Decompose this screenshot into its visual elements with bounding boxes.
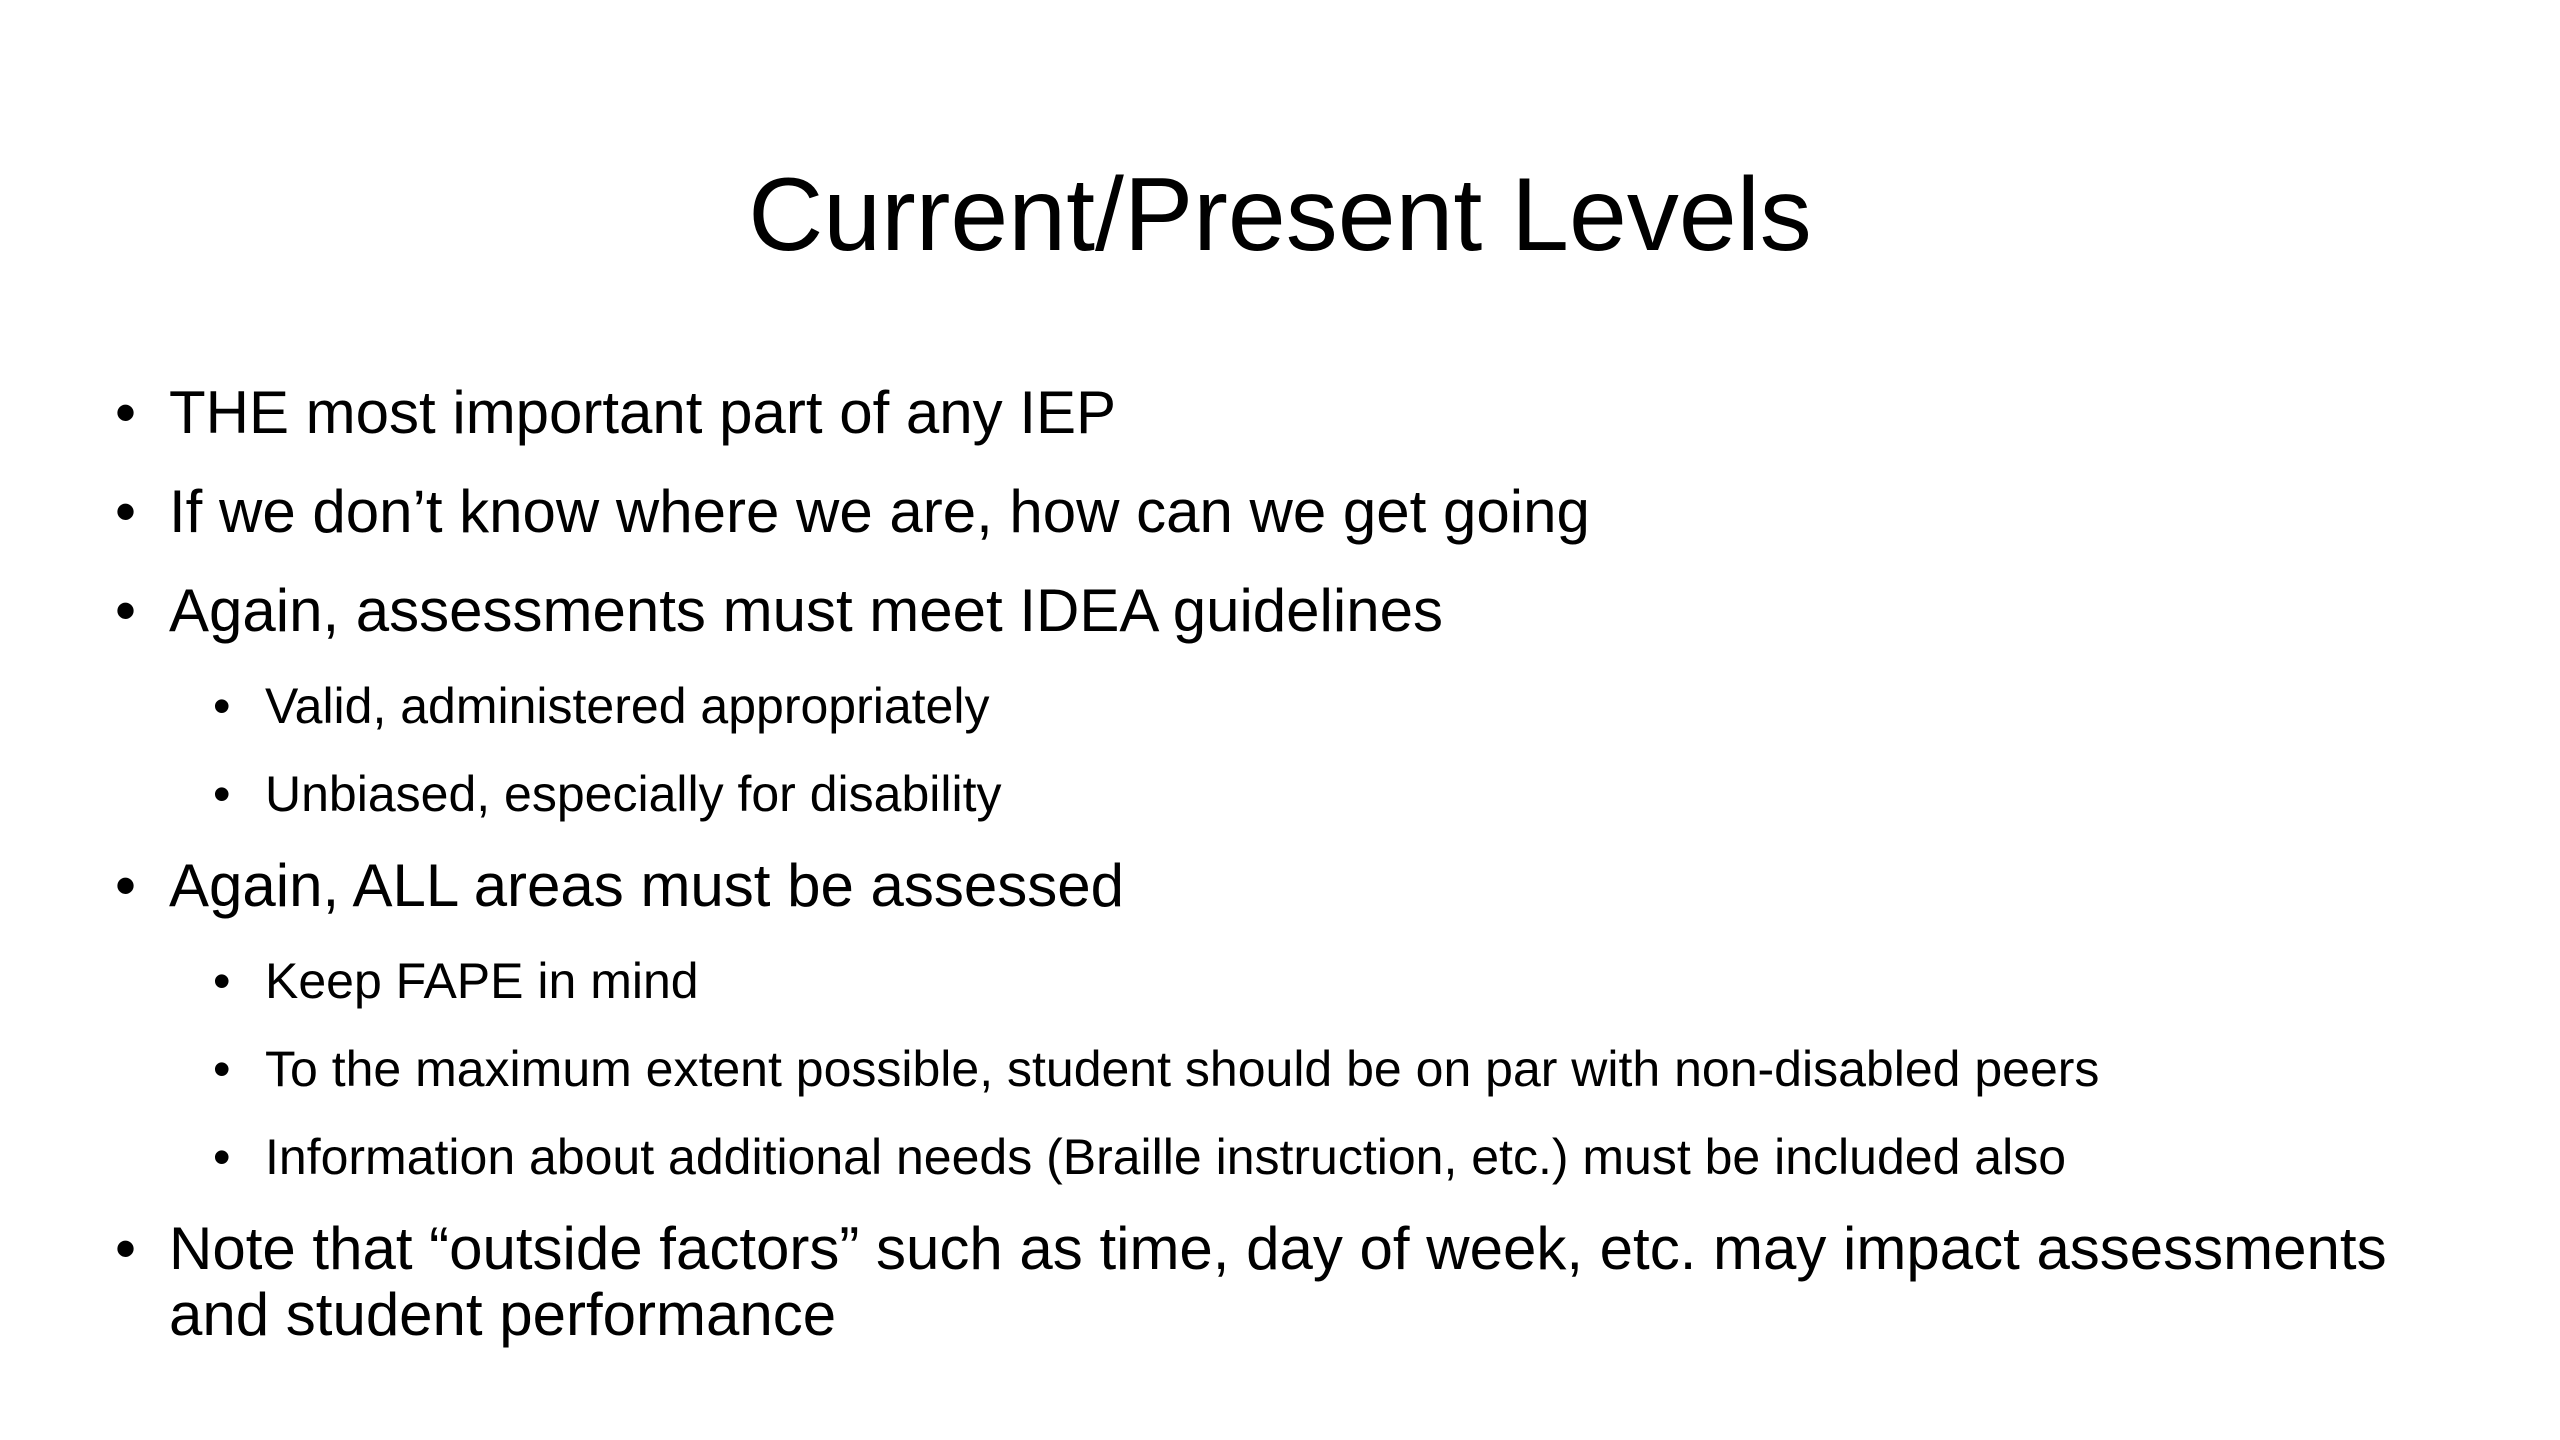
list-item: [115, 380, 2495, 446]
bullet-icon: •: [115, 379, 137, 446]
sub-list-item: [213, 677, 2495, 735]
bullet-icon: •: [115, 1215, 137, 1282]
sub-list-item-text: Valid, administered appropriately: [265, 678, 990, 734]
sub-list-item: [213, 1040, 2495, 1098]
slide-title: Current/Present Levels: [748, 157, 1812, 273]
bullet-icon: •: [213, 678, 231, 734]
list-item-text: If we don’t know where we are, how can we get going: [169, 478, 1590, 545]
list-item-text: Again, ALL areas must be assessed: [169, 852, 1125, 919]
list-item: [115, 853, 2495, 919]
sub-list-item-text: Unbiased, especially for disability: [265, 766, 1002, 822]
bullet-icon: •: [213, 766, 231, 822]
list-item-text: THE most important part of any IEP: [169, 379, 1117, 446]
list-item-text: Again, assessments must meet IDEA guidelines: [169, 577, 1443, 644]
bullet-icon: •: [115, 577, 137, 644]
bullet-icon: •: [213, 1041, 231, 1097]
sub-list-item-text: To the maximum extent possible, student should be on par with non-disabled peers: [265, 1041, 2100, 1097]
bullet-icon: •: [213, 1129, 231, 1185]
sub-list-item: [213, 1128, 2495, 1186]
list-item-text: Note that “outside factors” such as time, day of week, etc. may impact assessments and student performance: [169, 1215, 2387, 1348]
sub-list-item-text: Information about additional needs (Braille instruction, etc.) must be included also: [265, 1129, 2067, 1185]
list-item: [115, 479, 2495, 545]
bullet-icon: •: [213, 953, 231, 1009]
sub-list-item: [213, 952, 2495, 1010]
sub-list-item: [213, 765, 2495, 823]
bullet-icon: •: [115, 478, 137, 545]
bullet-list: [115, 380, 2495, 1381]
list-item: [115, 578, 2495, 644]
sub-list-item-text: Keep FAPE in mind: [265, 953, 699, 1009]
list-item: [115, 1216, 2495, 1348]
bullet-icon: •: [115, 852, 137, 919]
